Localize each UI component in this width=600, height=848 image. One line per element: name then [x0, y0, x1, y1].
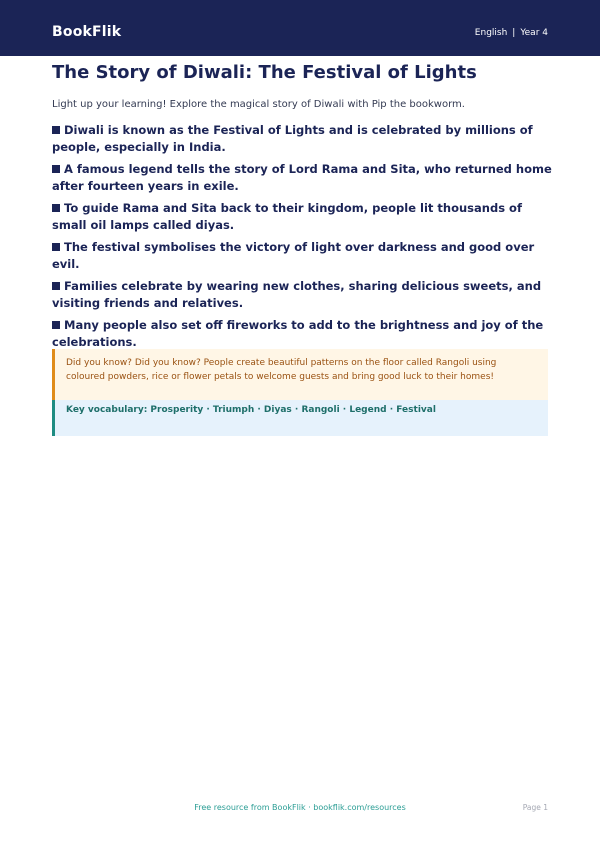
fact-text: To guide Rama and Sita back to their kingdom, people lit thousands of small oil lamps called diyas.: [52, 201, 522, 232]
list-item: [52, 122, 552, 155]
square-bullet-icon: [52, 282, 60, 290]
list-item: [52, 239, 552, 272]
did-you-know-text: Did you know? Did you know? People create beautiful patterns on the floor called Rangoli using coloured powders, rice or flower petals to welcome guests and bring good luck to their homes!: [66, 358, 497, 382]
did-you-know-box: [52, 349, 548, 400]
subject-label: English: [474, 28, 508, 38]
vocabulary-box: [52, 400, 548, 436]
brand-logo[interactable]: BookFlik: [52, 24, 122, 40]
fact-text: Diwali is known as the Festival of Lights and is celebrated by millions of people, especially in India.: [52, 123, 533, 154]
list-item: [52, 278, 552, 311]
page-title: The Story of Diwali: The Festival of Lights: [52, 62, 477, 83]
header-meta: [475, 28, 548, 38]
list-item: [52, 317, 552, 350]
fact-text: Many people also set off fireworks to add to the brightness and joy of the celebrations.: [52, 318, 544, 349]
square-bullet-icon: [52, 243, 60, 251]
footer-source-link[interactable]: Free resource from BookFlik · bookflik.com/resources: [194, 803, 406, 812]
square-bullet-icon: [52, 204, 60, 212]
page-number: Page 1: [522, 803, 548, 812]
fact-text: A famous legend tells the story of Lord Rama and Sita, who returned home after fourteen years in exile.: [52, 162, 552, 193]
square-bullet-icon: [52, 321, 60, 329]
intro-text: Light up your learning! Explore the magical story of Diwali with Pip the bookworm.: [52, 99, 465, 110]
key-vocabulary-text: Key vocabulary: Prosperity · Triumph · Diyas · Rangoli · Legend · Festival: [66, 405, 436, 415]
square-bullet-icon: [52, 126, 60, 134]
meta-separator: |: [512, 28, 516, 38]
list-item: [52, 200, 552, 233]
square-bullet-icon: [52, 165, 60, 173]
header-bar: [0, 0, 600, 56]
fact-list: [52, 122, 552, 356]
callout-box: [52, 349, 548, 436]
year-label: Year 4: [520, 28, 548, 38]
fact-text: Families celebrate by wearing new clothes, sharing delicious sweets, and visiting friends and relatives.: [52, 279, 542, 310]
fact-text: The festival symbolises the victory of light over darkness and good over evil.: [52, 240, 535, 271]
list-item: [52, 161, 552, 194]
